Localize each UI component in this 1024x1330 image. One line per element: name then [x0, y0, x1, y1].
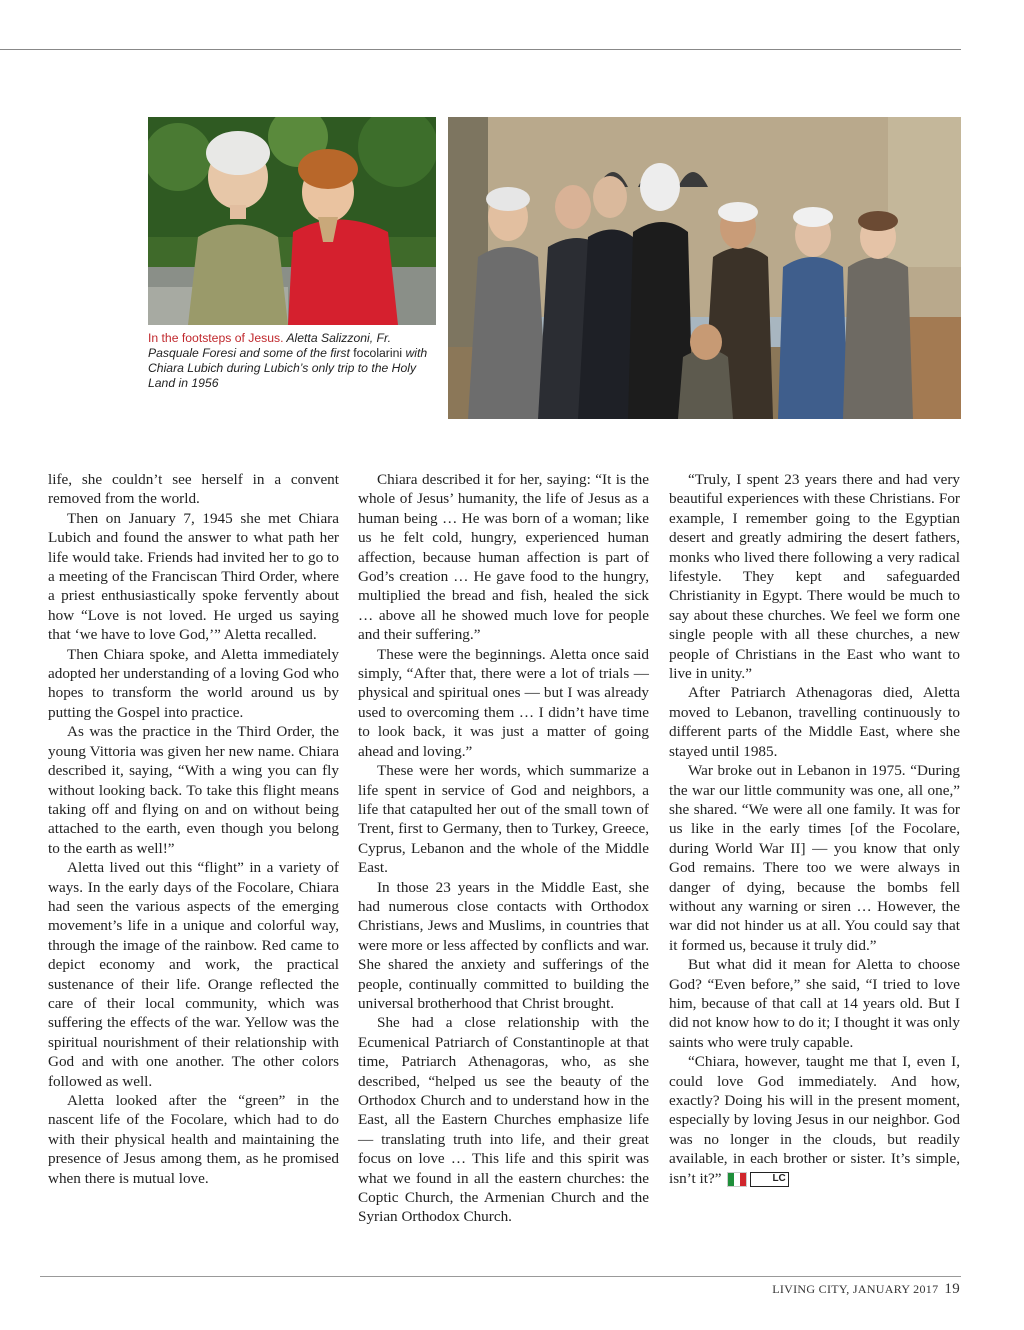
last-paragraph-text: “Chiara, however, taught me that I, even I, could love God immediately. And how, exactly? Doing his will in the present moment, especially by loving Jesus in our neighbor. God was no longer in the clouds, but readily available, in each brother or sister. It’s simple, isn’t it?”	[669, 1053, 960, 1187]
paragraph: After Patriarch Athenagoras died, Aletta moved to Lebanon, travelling continuously to different parts of the Middle East, where she stayed until 1985.	[669, 684, 960, 760]
paragraph: In those 23 years in the Middle East, she had numerous close contacts with Orthodox Christians, Jews and Muslims, in countries that were more or less affected by conflicts and war. She shared the anxiety and sufferings of the people, continually committed to building the universal brotherhood that Christ brought.	[358, 878, 649, 1012]
paragraph: As was the practice in the Third Order, the young Vittoria was given her new name. Chiara described it, saying, “With a wing you can fly without looking back. To take this flight means taking off and flying on and on without being attached to the earth, even though you belong to the earth as well!”	[48, 723, 339, 857]
paragraph: Then on January 7, 1945 she met Chiara Lubich and found the answer to what path her life would take. Friends had invited her to go to a meeting of the Franciscan Third Order, where a priest enthusiastically spoke fervently about how “Love is not loved. He urged us saying that ‘we have to love God,’” Aletta recalled.	[48, 509, 339, 644]
paragraph: She had a close relationship with the Ecumenical Patriarch of Constantinople at that time, Patriarch Athenagoras, who, as she described, “helped us see the beauty of the Orthodox Church and to understand how in the East, all the Eastern Churches emphasize life — translating truth into life, and their great focus on love … This life and this spirit was what we found in all the eastern churches: the Coptic Church, the Armenian Church and the Syrian Orthodox Church.	[358, 1014, 649, 1226]
caption-focolarini: focolarini	[353, 346, 403, 360]
page-number: 19	[944, 1281, 960, 1297]
folio	[772, 1281, 960, 1298]
paragraph: War broke out in Lebanon in 1975. “During the war our little community was one, all one,” she shared. “We were all one family. It was for us like in the early times [of the Focolare, during World War II] — you know that only God remains. There too we were always in danger of dying, because the bombs fell without any warning or siren … However, the war did not hinder us at all. You could say that it formed us, because it truly did.”	[669, 762, 960, 954]
paragraph: Chiara described it for her, saying: “It is the whole of Jesus’ humanity, the life of Jesus as a human being … He was born of a woman; like us he felt cold, hungry, experienced human affection, because human affection is part of God’s creation … He gave food to the hungry, multiplied the bread and fish, healed the sick … above all he showed much love for people and their suffering.”	[358, 471, 649, 644]
top-rule	[0, 49, 961, 50]
article-column-3	[669, 470, 960, 1188]
flag-stripe-red	[740, 1173, 746, 1186]
paragraph: Aletta looked after the “green” in the nascent life of the Focolare, which had to do with their physical health and maintaining the presence of Jesus among them, as he promised when there is mutual love.	[48, 1092, 339, 1187]
bottom-rule	[40, 1276, 961, 1277]
paragraph: These were the beginnings. Aletta once said simply, “After that, there were a lot of trials — physical and spiritual ones — but I was already used to overcoming them … I didn’t have time to look back, it was just a matter of going ahead and loving.”	[358, 645, 649, 760]
article-column-1	[48, 470, 339, 1188]
photo-group-holy-land	[448, 117, 961, 419]
paragraph: Then Chiara spoke, and Aletta immediately adopted her understanding of a loving God who hopes to transform the world around us by putting the Gospel into practice.	[48, 645, 339, 721]
article-column-2	[358, 470, 649, 1227]
italian-flag-icon	[727, 1172, 747, 1187]
paragraph: These were her words, which summarize a life spent in service of God and neighbors, a life that catapulted her out of the small town of Trent, first to Germany, then to Turkey, Greece, Cyprus, Lebanon and the whole of the Middle East.	[358, 762, 649, 877]
caption-lead: In the footsteps of Jesus.	[148, 331, 284, 345]
end-mark	[727, 1172, 788, 1187]
last-paragraph	[669, 1052, 960, 1188]
photo-chiara-and-aletta	[148, 117, 436, 325]
paragraph: life, she couldn’t see herself in a convent removed from the world.	[48, 471, 339, 508]
paragraph: “Truly, I spent 23 years there and had very beautiful experiences with these Christians. For example, I remember going to the Egyptian desert and greatly admiring the desert fathers, monks who lived there following a very radical lifestyle. They kept and safeguarded Christianity in Egypt. There would be much to say about these churches. We feel we form one single people with all these churches, a new people of Christians in the East who want to live in unity.”	[669, 471, 960, 683]
caption-text-1: Aletta Salizzoni, Fr. Pasquale Foresi and some of the	[148, 331, 391, 360]
paragraph: Aletta lived out this “flight” in a variety of ways. In the early days of the Focolare, Chiara had seen the various aspects of the emerging movement’s life in a unique and colorful way, through the image of the rainbow. Red came to depict economy and work, the practical sustenance of their life. Orange reflected the care of their local community, which was suffering the effects of the war. Yellow was the spiritual nourishment of their relationship with God and with one another. The other colors followed as well.	[48, 859, 339, 1090]
photo-caption	[148, 331, 438, 391]
caption-text-2: with Chiara Lubich during Lubich’s only trip to the Holy Land in 1956	[148, 346, 428, 390]
caption-first: first	[330, 346, 350, 360]
publication-name: LIVING CITY, JANUARY 2017	[772, 1282, 939, 1296]
living-city-logo-icon: LC	[750, 1172, 788, 1187]
paragraph: But what did it mean for Aletta to choose God? “Even before,” she said, “I tried to love him, because of that call at 14 years old. But I did not know how to do it; I thought it was only saints who were truly capable.	[669, 956, 960, 1051]
